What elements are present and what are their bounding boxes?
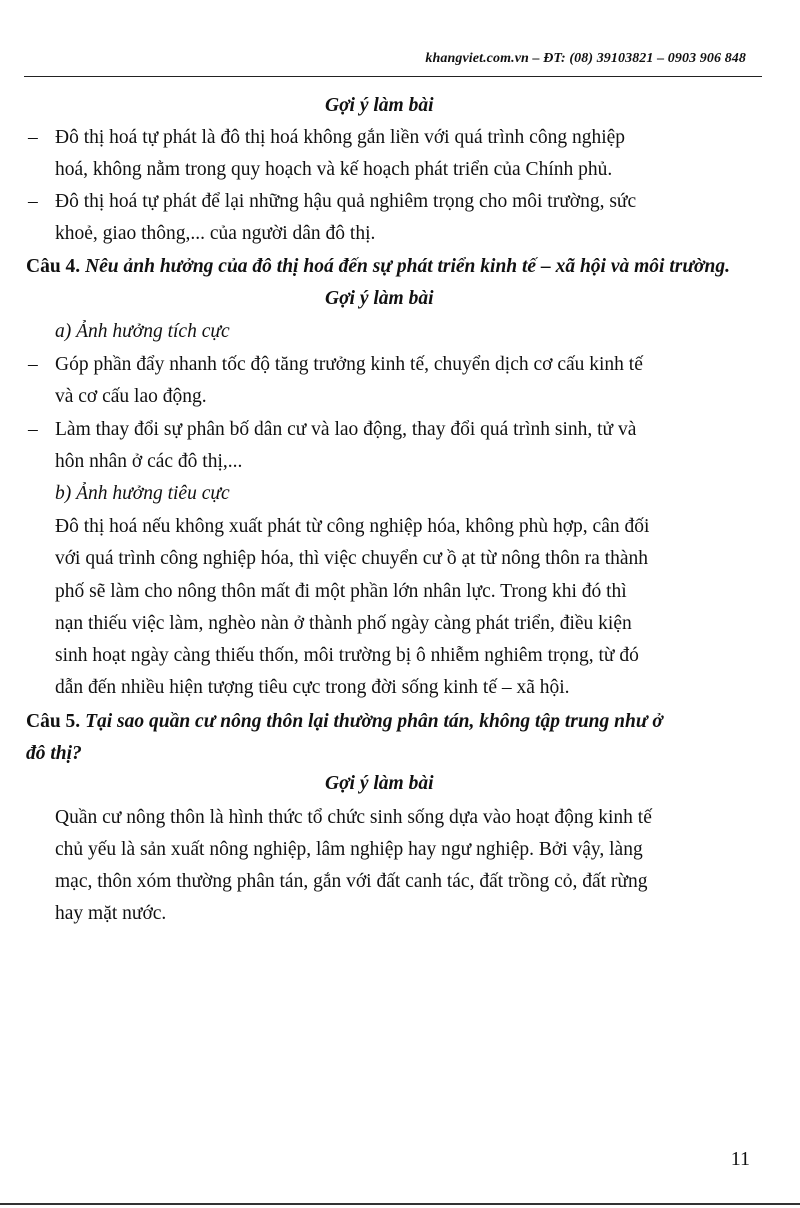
subheading-positive: a) Ảnh hưởng tích cực [55,321,230,342]
paragraph-line: Đô thị hoá tự phát để lại những hậu quả nghiêm trọng cho môi trường, sức [55,191,637,212]
hint-heading-2: Gợi ý làm bài [325,288,434,309]
page-number: 11 [730,1148,750,1170]
question-5 [26,710,663,734]
question-text: Tại sao quần cư nông thôn lại thường phân tán, không tập trung như ở [85,711,663,732]
paragraph-line: với quá trình công nghiệp hóa, thì việc chuyển cư ồ ạt từ nông thôn ra thành [55,548,649,569]
question-number: Câu 5. [26,711,81,732]
subheading-negative: b) Ảnh hưởng tiêu cực [55,483,230,504]
paragraph-line: và cơ cấu lao động. [55,386,207,407]
paragraph-line: sinh hoạt ngày càng thiếu thốn, môi trường bị ô nhiễm nghiêm trọng, từ đó [55,645,639,666]
hint-heading-3: Gợi ý làm bài [325,773,434,794]
paragraph-line: chủ yếu là sản xuất nông nghiệp, lâm nghiệp hay ngư nghiệp. Bởi vậy, làng [55,839,643,860]
paragraph-line: Quần cư nông thôn là hình thức tổ chức sinh sống dựa vào hoạt động kinh tế [55,807,652,828]
paragraph-line: hoá, không nằm trong quy hoạch và kế hoạch phát triển của Chính phủ. [55,159,613,180]
paragraph-line: Đô thị hoá nếu không xuất phát từ công nghiệp hóa, không phù hợp, cân đối [55,516,650,537]
question-text-continued: đô thị? [26,743,82,764]
paragraph-line: dẫn đến nhiều hiện tượng tiêu cực trong đời sống kinh tế – xã hội. [55,677,570,698]
paragraph-line: Góp phần đẩy nhanh tốc độ tăng trưởng kinh tế, chuyển dịch cơ cấu kinh tế [55,354,643,375]
bullet-dash: – [28,354,38,375]
header-rule [24,76,762,77]
bullet-dash: – [28,191,38,212]
paragraph-line: Đô thị hoá tự phát là đô thị hoá không gắn liền với quá trình công nghiệp [55,127,626,148]
running-header: khangviet.com.vn – ĐT: (08) 39103821 – 0903 906 848 [425,51,746,66]
bullet-dash: – [28,127,38,148]
paragraph-line: Làm thay đổi sự phân bố dân cư và lao động, thay đổi quá trình sinh, tử và [55,419,637,440]
question-text: Nêu ảnh hưởng của đô thị hoá đến sự phát triển kinh tế – xã hội và môi trường. [85,256,730,277]
paragraph-line: hôn nhân ở các đô thị,... [55,451,243,472]
paragraph-line: phố sẽ làm cho nông thôn mất đi một phần lớn nhân lực. Trong khi đó thì [55,581,627,602]
bottom-rule [0,1203,800,1205]
paragraph-line: hay mặt nước. [55,903,167,924]
question-number: Câu 4. [26,256,81,277]
paragraph-line: mạc, thôn xóm thường phân tán, gắn với đất canh tác, đất trồng cỏ, đất rừng [55,871,648,892]
hint-heading-1: Gợi ý làm bài [325,95,434,116]
question-4 [26,255,730,279]
paragraph-line: khoẻ, giao thông,... của người dân đô thị. [55,223,376,244]
bullet-dash: – [28,419,38,440]
paragraph-line: nạn thiếu việc làm, nghèo nàn ở thành phố ngày càng phát triển, điều kiện [55,613,632,634]
